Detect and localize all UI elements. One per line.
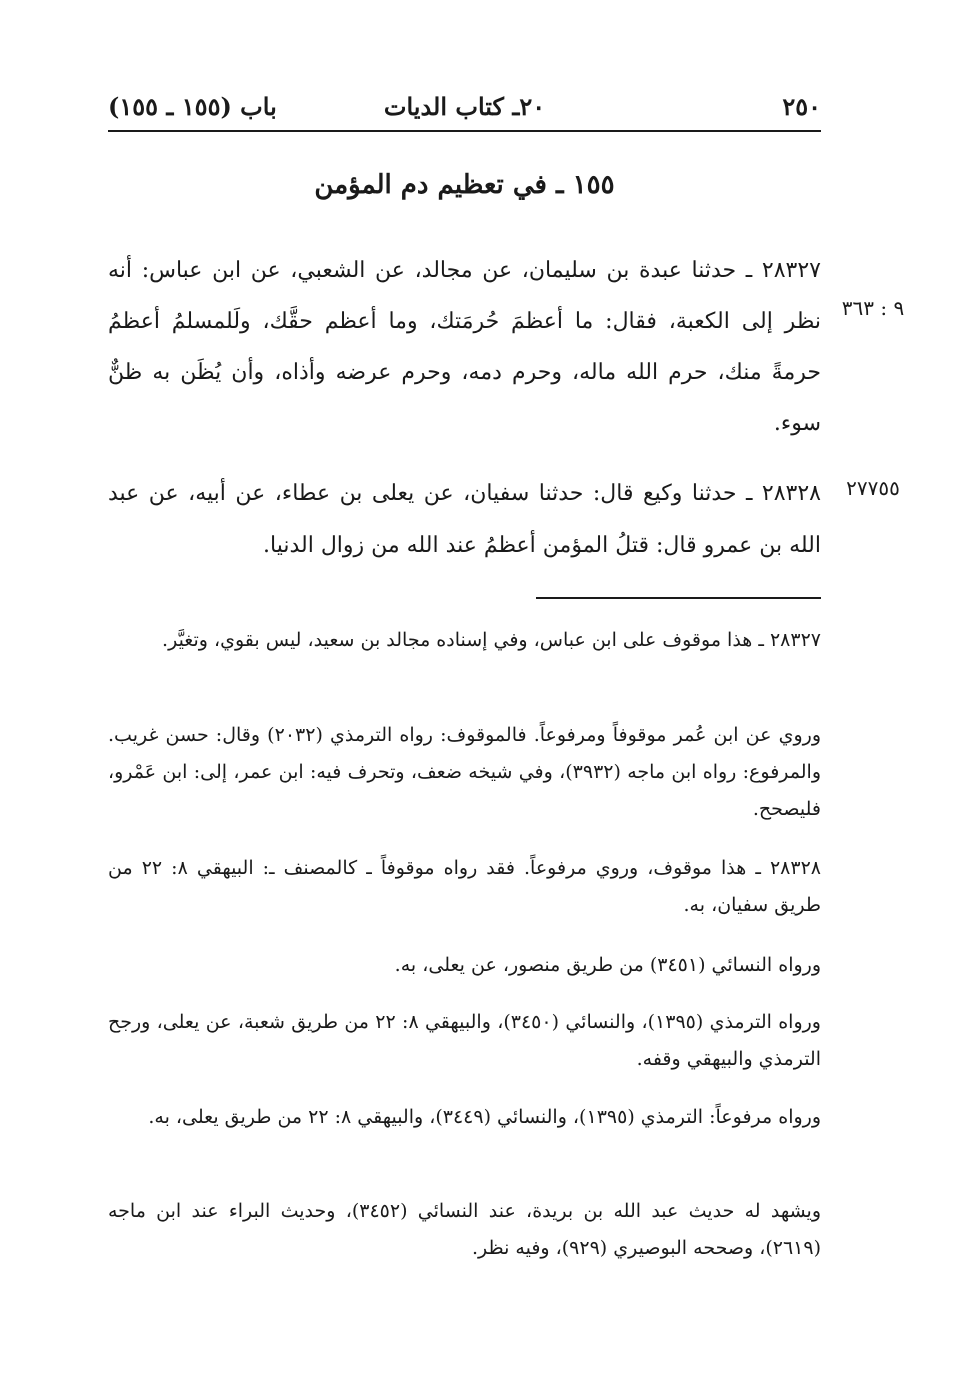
header-divider	[108, 130, 821, 132]
running-header	[108, 92, 821, 128]
margin-reference: ٩ : ٣٦٣	[841, 296, 905, 320]
chapter-range: باب (١٥٥ ـ ١٥٥)	[108, 92, 277, 121]
hadith-paragraph: ٢٨٣٢٧ ـ حدثنا عبدة بن سليمان، عن مجالد، عن الشعبي، عن ابن عباس: أنه نظر إلى الكعبة، فقال: ما أعظمَ حُرمَتك، وما أعظم حقَّك، ولَلمسلمُ أعظمُ حرمةً منك، حرم الله ماله، وحرم دمه، وحرم عرضه وأذاه، وأن يُظَن به ظنٌّ سوء.	[108, 258, 821, 436]
page-number: ٢٥٠	[782, 92, 821, 121]
footnote: ورواه النسائي (٣٤٥١) من طريق منصور، عن يعلى، به.	[394, 954, 821, 976]
footnote: ويشهد له حديث عبد الله بن بريدة، عند النسائي (٣٤٥٢)، وحديث البراء عند ابن ماجه (٢٦١٩)، وصححه البوصيري (٩٢٩)، وفيه نظر.	[108, 1200, 821, 1259]
hadith-paragraph: ٢٨٣٢٨ ـ حدثنا وكيع قال: حدثنا سفيان، عن يعلى بن عطاء، عن أبيه، عن عبد الله بن عمرو قال: قتلُ المؤمن أعظمُ عند الله من زوال الدنيا.	[108, 481, 821, 558]
margin-reference: ٢٧٧٥٥	[846, 476, 900, 500]
chapter-title: ١٥٥ ـ في تعظيم دم المؤمن	[314, 170, 615, 200]
footnote: ٢٨٣٢٨ ـ هذا موقوف، وروي مرفوعاً. فقد رواه موقوفاً ـ كالمصنف ـ: البيهقي ٨: ٢٢ من طريق سفيان، به.	[108, 857, 821, 916]
footnote: وروي عن ابن عُمر موقوفاً ومرفوعاً. فالموقوف: رواه الترمذي (٢٠٣٢) وقال: حسن غريب. والمرفوع: رواه ابن ماجه (٣٩٣٢)، وفي شيخه ضعف، وتحرف فيه: ابن عمر، إلى: ابن عَمْرو، فليصحح.	[108, 724, 821, 820]
book-title: ٢٠ـ كتاب الديات	[383, 92, 546, 121]
footnote: ٢٨٣٢٧ ـ هذا موقوف على ابن عباس، وفي إسناده مجالد بن سعيد، ليس بقوي، وتغيَّر.	[162, 629, 821, 651]
footnote: ورواه مرفوعاً: الترمذي (١٣٩٥)، والنسائي (٣٤٤٩)، والبيهقي ٨: ٢٢ من طريق يعلى، به.	[148, 1106, 821, 1128]
footnote: ورواه الترمذي (١٣٩٥)، والنسائي (٣٤٥٠)، والبيهقي ٨: ٢٢ من طريق شعبة، عن يعلى، ورجح الترمذي والبيهقي وقفه.	[108, 1011, 821, 1070]
footnote-divider	[536, 597, 821, 599]
